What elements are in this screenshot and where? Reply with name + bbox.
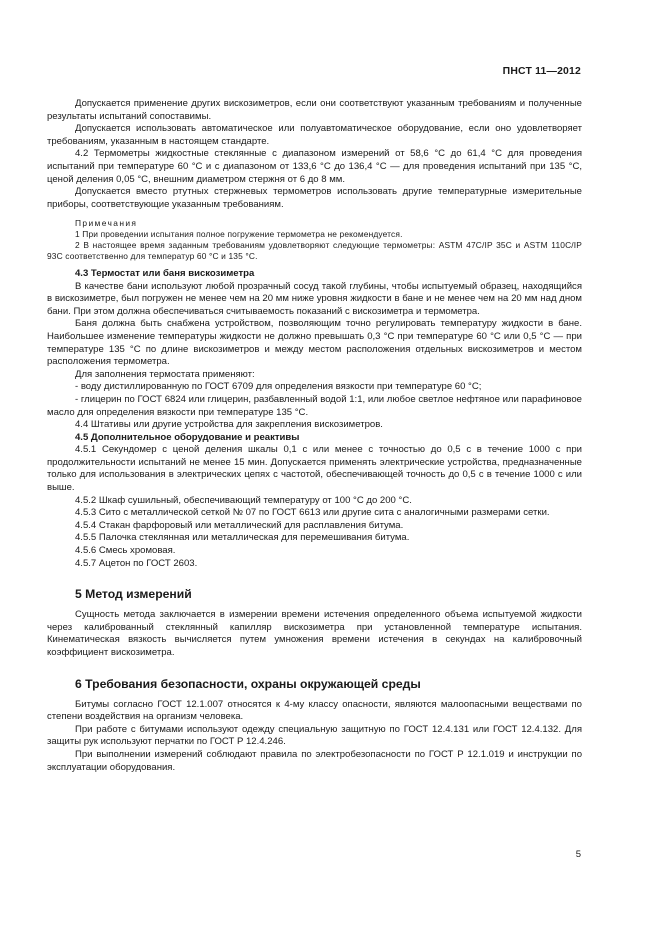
subsection-title-4-3: 4.3 Термостат или баня вискозиметра — [75, 267, 255, 279]
paragraph: В качестве бани используют любой прозрачный сосуд такой глубины, чтобы испытуемый образец, находящийся в вискозиметре, был погружен не менее чем на 20 мм ниже уровня жидкости в бане и не менее чем на 20 мм над дном бани. При этом должна обеспечиваться считываемость показаний с вискозиметра и термометра. — [47, 280, 582, 317]
item-4-5-5: 4.5.5 Палочка стеклянная или металлическая для перемешивания битума. — [75, 532, 410, 544]
paragraph-4-2: 4.2 Термометры жидкостные стеклянные с диапазоном измерений от 58,6 °С до 61,4 °С для проведения испытаний при температуре 60 °С и с диапазоном от 133,6 °С до 136,4 °С — для проведения испытаний при 135 °С, ценой деления 0,05 °С, внешним диаметром стержня от 6 до 8 мм. — [47, 148, 582, 185]
list-item: - воду дистиллированную по ГОСТ 6709 для определения вязкости при температуре 60 °С; — [75, 381, 482, 393]
section-title-6: 6 Требования безопасности, охраны окружающей среды — [75, 676, 421, 691]
item-4-5-4: 4.5.4 Стакан фарфоровый или металлический для расплавления битума. — [75, 519, 404, 531]
item-4-5-6: 4.5.6 Смесь хромовая. — [75, 545, 176, 557]
notes-title: Примечания — [75, 218, 138, 229]
item-4-5-2: 4.5.2 Шкаф сушильный, обеспечивающий температуру от 100 °С до 200 °С. — [75, 494, 412, 506]
list-item: - глицерин по ГОСТ 6824 или глицерин, разбавленный водой 1:1, или любое светлое нефтяное или парафиновое масло для определения вязкости при температуре 135 °С. — [47, 393, 582, 418]
paragraph: Допускается вместо ртутных стержневых термометров использовать другие температурные измерительные приборы, соответствующие указанным требованиям. — [47, 186, 582, 210]
page-body — [47, 98, 582, 774]
paragraph: При выполнении измерений соблюдают правила по электробезопасности по ГОСТ Р 12.1.019 и инструкции по эксплуатации оборудования. — [47, 748, 582, 773]
page-number: 5 — [575, 849, 581, 860]
paragraph: Допускается применение других вискозиметров, если они соответствуют указанным требованиям и полученные результаты испытаний сопоставимы. — [47, 98, 582, 122]
note-2: 2 В настоящее время заданным требованиям удовлетворяют следующие термометры: ASTM 47C/IP 35C и ASTM 110C/IP 93C соответственно для температур 60 °С и 135 °С. — [47, 240, 582, 262]
paragraph: Сущность метода заключается в измерении времени истечения определенного объема испытуемой жидкости через калиброванный стеклянный капилляр вискозиметра при установленной температуре испытания. Кинематическая вязкость вычисляется путем умножения времени истечения в секундах на калибровочный коэффициент вискозиметра. — [47, 609, 582, 658]
paragraph: Для заполнения термостата применяют: — [75, 368, 255, 380]
item-4-5-7: 4.5.7 Ацетон по ГОСТ 2603. — [75, 557, 198, 569]
item-4-5-1: 4.5.1 Секундомер с ценой деления шкалы 0,1 с или менее с точностью до 0,5 с в течение 1000 с при продолжительности испытаний не менее 15 мин. Допускается применять электрические устройства, предназначенные только для использования в электрических цепях с частотой, обеспечивающей точность до 0,5 с в течение 1000 с или выше. — [47, 444, 582, 494]
subsection-title-4-5: 4.5 Дополнительное оборудование и реактивы — [75, 431, 300, 443]
paragraph: Баня должна быть снабжена устройством, позволяющим точно регулировать температуру жидкости в бане. Наибольшее изменение температуры жидкости не должно превышать 0,3 °С при температуре 60 °С или 0,5 °С — при температуре 135 °С по длине вискозиметров и между местом расположения отдельных вискозиметров и местом расположения термометра. — [47, 318, 582, 368]
paragraph: Битумы согласно ГОСТ 12.1.007 относятся к 4-му классу опасности, являются малоопасными веществами по степени воздействия на организм человека. — [47, 698, 582, 723]
paragraph: Допускается использовать автоматическое или полуавтоматическое оборудование, если оно удовлетворяет требованиям, указанным в настоящем стандарте. — [47, 123, 582, 147]
paragraph-4-4: 4.4 Штативы или другие устройства для закрепления вискозиметров. — [75, 419, 383, 431]
note-1: 1 При проведении испытания полное погружение термометра не рекомендуется. — [75, 229, 403, 240]
document-code: ПНСТ 11—2012 — [502, 66, 581, 77]
item-4-5-3: 4.5.3 Сито с металлической сеткой № 07 по ГОСТ 6613 или другие сита с аналогичными размерами сетки. — [75, 507, 550, 519]
section-title-5: 5 Метод измерений — [75, 587, 192, 602]
paragraph: При работе с битумами используют одежду специальную защитную по ГОСТ 12.4.131 или ГОСТ 12.4.132. Для защиты рук используют перчатки по ГОСТ Р 12.4.246. — [47, 723, 582, 748]
